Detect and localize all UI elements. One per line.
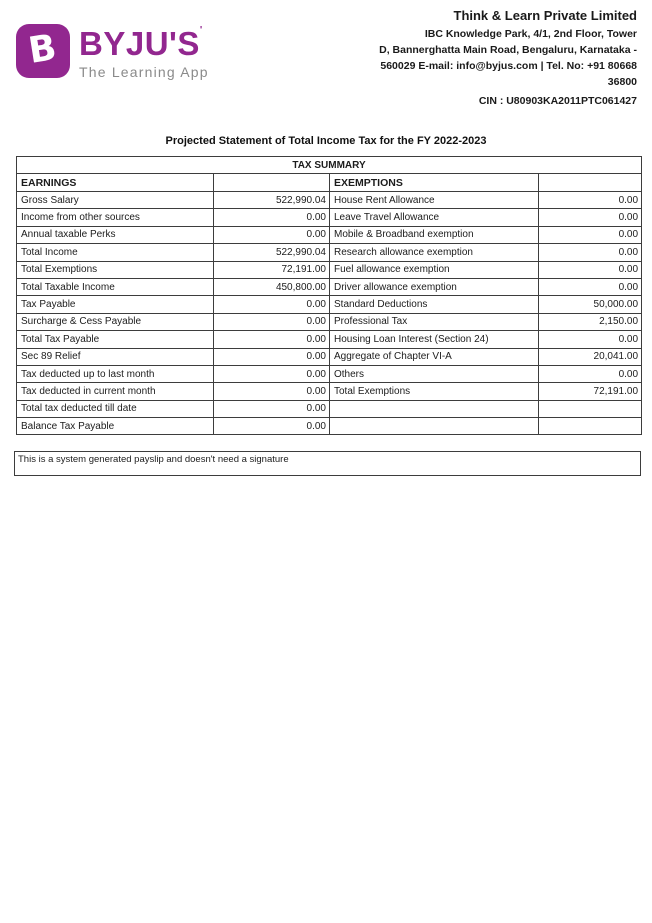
table-row	[17, 313, 642, 330]
table-row	[17, 244, 642, 261]
table-row	[17, 226, 642, 243]
earnings-value-header	[214, 174, 330, 192]
table-row	[17, 365, 642, 382]
earning-value-cell: 72,191.00	[214, 261, 330, 278]
exemption-label-cell: Aggregate of Chapter VI-A	[330, 348, 539, 365]
earning-label-cell: Total Income	[17, 244, 214, 261]
tax-summary-header: TAX SUMMARY	[17, 157, 642, 174]
exemption-value-cell: 0.00	[539, 192, 642, 209]
table-row	[17, 418, 642, 435]
earning-value-cell: 0.00	[214, 365, 330, 382]
earning-label-cell: Total Exemptions	[17, 261, 214, 278]
exemption-label-cell: Total Exemptions	[330, 383, 539, 400]
table-row	[17, 348, 642, 365]
address-line-2: D, Bannerghatta Main Road, Bengaluru, Karnataka -	[379, 44, 637, 56]
table-row	[17, 209, 642, 226]
earning-value-cell: 0.00	[214, 209, 330, 226]
byjus-badge-letter: B	[25, 27, 60, 72]
table-row	[17, 261, 642, 278]
earning-label-cell: Surcharge & Cess Payable	[17, 313, 214, 330]
tax-summary-table	[16, 156, 642, 435]
exemption-value-cell: 72,191.00	[539, 383, 642, 400]
earning-value-cell: 0.00	[214, 296, 330, 313]
brand-name	[79, 27, 209, 60]
tax-table-rows	[17, 192, 642, 435]
earning-value-cell: 0.00	[214, 383, 330, 400]
exemption-label-cell	[330, 400, 539, 417]
exemption-label-cell: House Rent Allowance	[330, 192, 539, 209]
earning-label-cell: Tax deducted up to last month	[17, 365, 214, 382]
earning-value-cell: 0.00	[214, 418, 330, 435]
earning-value-cell: 0.00	[214, 400, 330, 417]
earning-value-cell: 0.00	[214, 331, 330, 348]
earnings-column-header: EARNINGS	[17, 174, 214, 192]
exemption-label-cell: Mobile & Broadband exemption	[330, 226, 539, 243]
exemption-label-cell: Housing Loan Interest (Section 24)	[330, 331, 539, 348]
table-row	[17, 400, 642, 417]
earning-value-cell: 522,990.04	[214, 244, 330, 261]
earning-label-cell: Total tax deducted till date	[17, 400, 214, 417]
exemption-value-cell: 0.00	[539, 244, 642, 261]
table-row	[17, 192, 642, 209]
brand-block	[79, 24, 209, 80]
earning-label-cell: Income from other sources	[17, 209, 214, 226]
table-row	[17, 278, 642, 295]
exemption-label-cell: Professional Tax	[330, 313, 539, 330]
exemption-value-cell: 0.00	[539, 209, 642, 226]
summary-header-row	[17, 157, 642, 174]
exemption-label-cell: Leave Travel Allowance	[330, 209, 539, 226]
exemption-label-cell	[330, 418, 539, 435]
earning-value-cell: 0.00	[214, 226, 330, 243]
brand-tagline: The Learning App	[79, 64, 209, 80]
exemptions-value-header	[539, 174, 642, 192]
exemption-label-cell: Driver allowance exemption	[330, 278, 539, 295]
exemption-label-cell: Standard Deductions	[330, 296, 539, 313]
brand-name-text: BYJU'S	[79, 25, 200, 62]
page-title: Projected Statement of Total Income Tax for the FY 2022-2023	[165, 135, 487, 147]
table-row	[17, 331, 642, 348]
column-header-row	[17, 174, 642, 192]
earning-label-cell: Total Taxable Income	[17, 278, 214, 295]
earning-value-cell: 450,800.00	[214, 278, 330, 295]
exemption-label-cell: Fuel allowance exemption	[330, 261, 539, 278]
company-block	[337, 8, 637, 109]
exemption-value-cell: 0.00	[539, 365, 642, 382]
system-note-box	[14, 451, 641, 476]
table-row	[17, 383, 642, 400]
trademark-mark: '	[199, 25, 203, 36]
exemption-value-cell: 20,041.00	[539, 348, 642, 365]
earning-value-cell: 522,990.04	[214, 192, 330, 209]
earning-value-cell: 0.00	[214, 313, 330, 330]
earning-label-cell: Tax Payable	[17, 296, 214, 313]
byjus-badge-icon	[16, 24, 70, 78]
system-note-text: This is a system generated payslip and doesn't need a signature	[18, 454, 289, 465]
exemption-label-cell: Others	[330, 365, 539, 382]
exemption-value-cell: 0.00	[539, 226, 642, 243]
table-row	[17, 296, 642, 313]
earning-label-cell: Gross Salary	[17, 192, 214, 209]
exemption-value-cell: 0.00	[539, 278, 642, 295]
earning-label-cell: Sec 89 Relief	[17, 348, 214, 365]
earning-label-cell: Total Tax Payable	[17, 331, 214, 348]
exemption-value-cell	[539, 418, 642, 435]
address-line-3: 560029 E-mail: info@byjus.com | Tel. No: +91 80668	[380, 60, 637, 72]
earning-label-cell: Tax deducted in current month	[17, 383, 214, 400]
exemption-value-cell	[539, 400, 642, 417]
exemption-label-cell: Research allowance exemption	[330, 244, 539, 261]
exemptions-column-header: EXEMPTIONS	[330, 174, 539, 192]
exemption-value-cell: 50,000.00	[539, 296, 642, 313]
exemption-value-cell: 2,150.00	[539, 313, 642, 330]
byjus-logo	[16, 24, 209, 80]
exemption-value-cell: 0.00	[539, 261, 642, 278]
earning-label-cell: Balance Tax Payable	[17, 418, 214, 435]
exemption-value-cell: 0.00	[539, 331, 642, 348]
company-cin: CIN : U80903KA2011PTC061427	[478, 95, 637, 107]
address-line-4: 36800	[607, 76, 637, 88]
earning-value-cell: 0.00	[214, 348, 330, 365]
earning-label-cell: Annual taxable Perks	[17, 226, 214, 243]
address-line-1: IBC Knowledge Park, 4/1, 2nd Floor, Tower	[424, 28, 637, 40]
company-name: Think & Learn Private Limited	[453, 8, 637, 23]
